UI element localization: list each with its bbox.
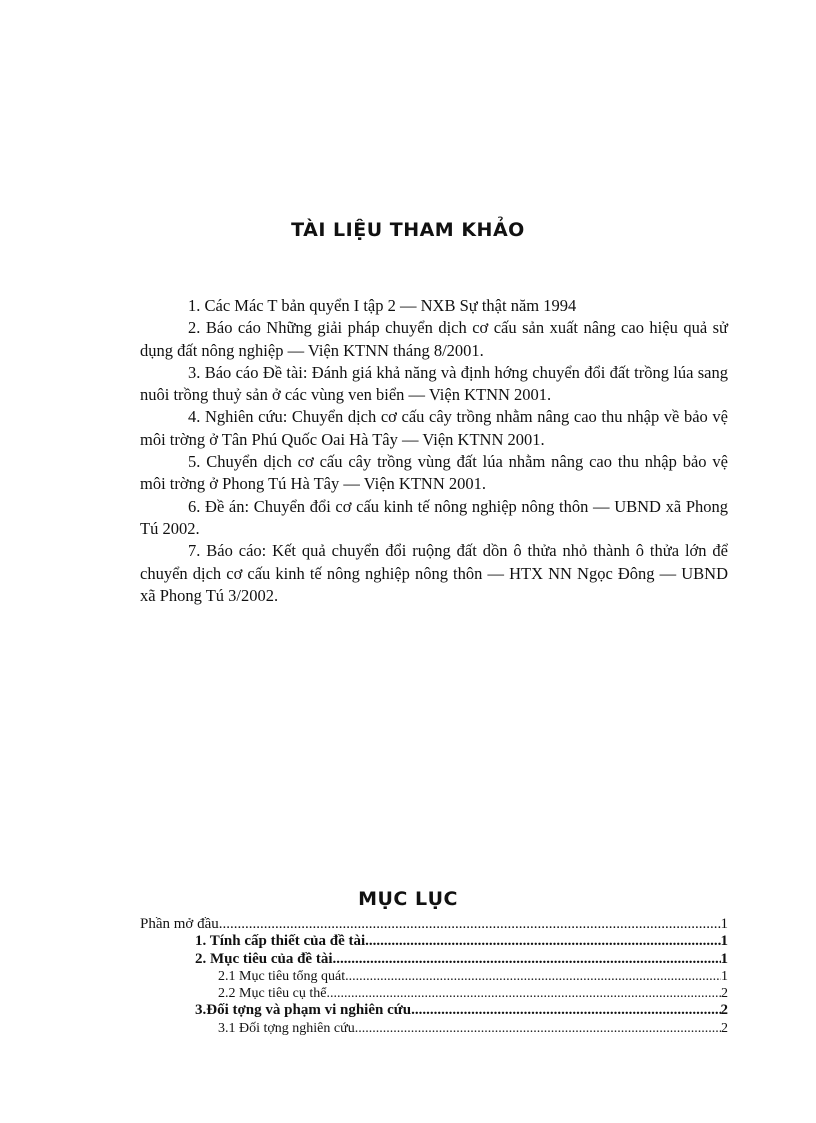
toc-entry[interactable] xyxy=(140,1020,728,1037)
toc-entry-label: 3.1 Đối tợng nghiên cứu xyxy=(218,1020,355,1036)
toc-heading: MỤC LỤC xyxy=(358,888,458,910)
toc-entry-label: 2.2 Mục tiêu cụ thể xyxy=(218,986,327,1002)
toc-entry-page: 1 xyxy=(720,933,728,950)
toc-leader-dots xyxy=(355,1020,721,1037)
table-of-contents xyxy=(140,916,728,1037)
toc-leader-dots xyxy=(219,916,721,933)
toc-entry[interactable] xyxy=(140,1002,728,1019)
reference-item: 1. Các Mác T bản quyển I tập 2 — NXB Sự thật năm 1994 xyxy=(188,296,577,315)
toc-entry-page: 2 xyxy=(720,1002,728,1019)
toc-entry[interactable] xyxy=(140,985,728,1002)
reference-item: 7. Báo cáo: Kết quả chuyển đổi ruộng đất dồn ô thửa nhỏ thành ô thửa lớn để chuyển dịch cơ cấu kinh tế nông nghiệp nông thôn — HTX NN Ngọc Đông — UBND xã Phong Tú 3/2002. xyxy=(140,541,728,605)
toc-leader-dots xyxy=(411,1002,720,1019)
toc-entry[interactable] xyxy=(140,916,728,933)
reference-item: 5. Chuyển dịch cơ cấu cây trồng vùng đất lúa nhằm nâng cao thu nhập bảo vệ môi trờng ở Phong Tú Hà Tây — Viện KTNN 2001. xyxy=(140,452,728,494)
toc-entry-label: Phần mở đầu xyxy=(140,916,219,932)
toc-entry-page: 2 xyxy=(721,986,728,1002)
reference-item: 4. Nghiên cứu: Chuyển dịch cơ cấu cây trồng nhằm nâng cao thu nhập về bảo vệ môi trờng ở Tân Phú Quốc Oai Hà Tây — Viện KTNN 2001. xyxy=(140,407,728,449)
toc-entry-label: 2. Mục tiêu của đề tài xyxy=(195,950,333,967)
toc-entry-label: 1. Tính cấp thiết của đề tài xyxy=(195,933,366,950)
toc-entry-label: 3.Đối tợng và phạm vi nghiên cứu xyxy=(195,1002,412,1019)
toc-entry-page: 2 xyxy=(721,1020,728,1036)
toc-entry[interactable] xyxy=(140,968,728,985)
reference-item: 6. Đề án: Chuyển đổi cơ cấu kinh tế nông nghiệp nông thôn — UBND xã Phong Tú 2002. xyxy=(140,496,728,538)
toc-entry-page: 1 xyxy=(720,950,728,967)
reference-item: 2. Báo cáo Những giải pháp chuyển dịch cơ cấu sản xuất nâng cao hiệu quả sử dụng đất nông nghiệp — Viện KTNN tháng 8/2001. xyxy=(140,318,728,360)
toc-entry-label: 2.1 Mục tiêu tổng quát xyxy=(218,968,346,984)
toc-leader-dots xyxy=(326,985,721,1002)
references-heading: TÀI LIỆU THAM KHẢO xyxy=(291,219,525,241)
toc-leader-dots xyxy=(365,933,720,950)
toc-leader-dots xyxy=(332,951,720,968)
toc-entry[interactable] xyxy=(140,933,728,950)
toc-leader-dots xyxy=(345,968,721,985)
references-list xyxy=(140,295,728,607)
reference-item: 3. Báo cáo Đề tài: Đánh giá khả năng và định hớng chuyển đổi đất trồng lúa sang nuôi trồng thuỷ sản ở các vùng ven biển — Viện KTNN 2001. xyxy=(140,362,728,405)
toc-entry-page: 1 xyxy=(720,916,728,932)
toc-entry-page: 1 xyxy=(721,968,728,984)
toc-entry[interactable] xyxy=(140,951,728,968)
